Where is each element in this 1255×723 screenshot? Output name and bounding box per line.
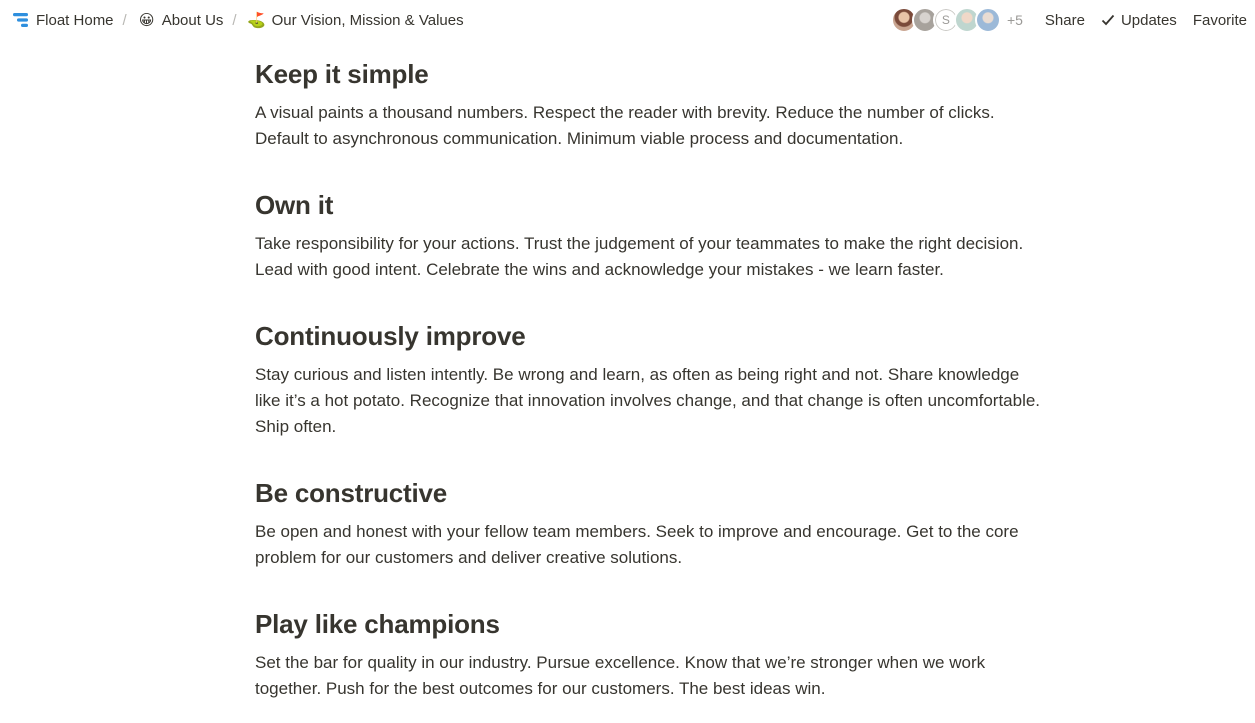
breadcrumb-label: About Us	[161, 11, 224, 29]
value-section	[255, 314, 1045, 440]
value-heading[interactable]: Be constructive	[255, 478, 448, 508]
float-logo-icon	[10, 10, 32, 30]
breadcrumb	[6, 8, 468, 32]
value-section	[255, 183, 1045, 283]
more-collaborators-count[interactable]: +5	[1006, 12, 1023, 28]
value-section	[255, 602, 1045, 702]
breadcrumb-current-page[interactable]	[242, 8, 468, 32]
breadcrumb-label: Our Vision, Mission & Values	[271, 11, 464, 29]
avatar[interactable]	[975, 7, 1001, 33]
updates-button[interactable]	[1093, 9, 1185, 32]
breadcrumb-float-home[interactable]	[6, 8, 118, 32]
favorite-label: Favorite	[1192, 11, 1247, 29]
breadcrumb-label: Float Home	[36, 11, 114, 29]
value-description[interactable]: Be open and honest with your fellow team members. Seek to improve and encourage. Get to the core problem for our customers and deliver creative solutions.	[255, 522, 1019, 567]
breadcrumb-separator: /	[232, 11, 237, 29]
value-description[interactable]: A visual paints a thousand numbers. Respect the reader with brevity. Reduce the number of clicks. Default to asynchronous communication. Minimum viable process and documentation.	[255, 103, 995, 148]
value-heading[interactable]: Own it	[255, 190, 334, 220]
updates-label: Updates	[1120, 11, 1177, 29]
value-description[interactable]: Take responsibility for your actions. Trust the judgement of your teammates to make the right decision. Lead with good intent. Celebrate the wins and acknowledge your mistakes - we learn faster.	[255, 234, 1024, 279]
avatar[interactable]: S	[933, 7, 959, 33]
value-description[interactable]: Stay curious and listen intently. Be wrong and learn, as often as being right and not. Share knowledge like it’s a hot potato. Recognize that innovation involves change, and that change is often uncomfortable. Ship often.	[255, 365, 1041, 436]
page-content	[255, 52, 1045, 702]
share-label: Share	[1044, 11, 1085, 29]
collaborator-avatars[interactable]	[891, 7, 1001, 33]
breadcrumb-separator: /	[122, 11, 127, 29]
value-heading[interactable]: Keep it simple	[255, 59, 429, 89]
value-section	[255, 471, 1045, 571]
value-section	[255, 52, 1045, 152]
share-button[interactable]	[1037, 9, 1093, 32]
top-bar	[0, 0, 1255, 40]
breadcrumb-about-us[interactable]	[132, 8, 228, 32]
golf-flag-icon: ⛳	[247, 12, 266, 29]
checkmark-icon	[1101, 13, 1115, 27]
value-heading[interactable]: Continuously improve	[255, 321, 526, 351]
value-heading[interactable]: Play like champions	[255, 609, 500, 639]
header-actions	[891, 7, 1255, 33]
grinning-face-icon: 😀	[138, 12, 155, 29]
favorite-button[interactable]	[1185, 9, 1255, 32]
value-description[interactable]: Set the bar for quality in our industry. Pursue excellence. Know that we’re stronger when we work together. Push for the best outcomes for our customers. The best ideas win.	[255, 653, 986, 698]
